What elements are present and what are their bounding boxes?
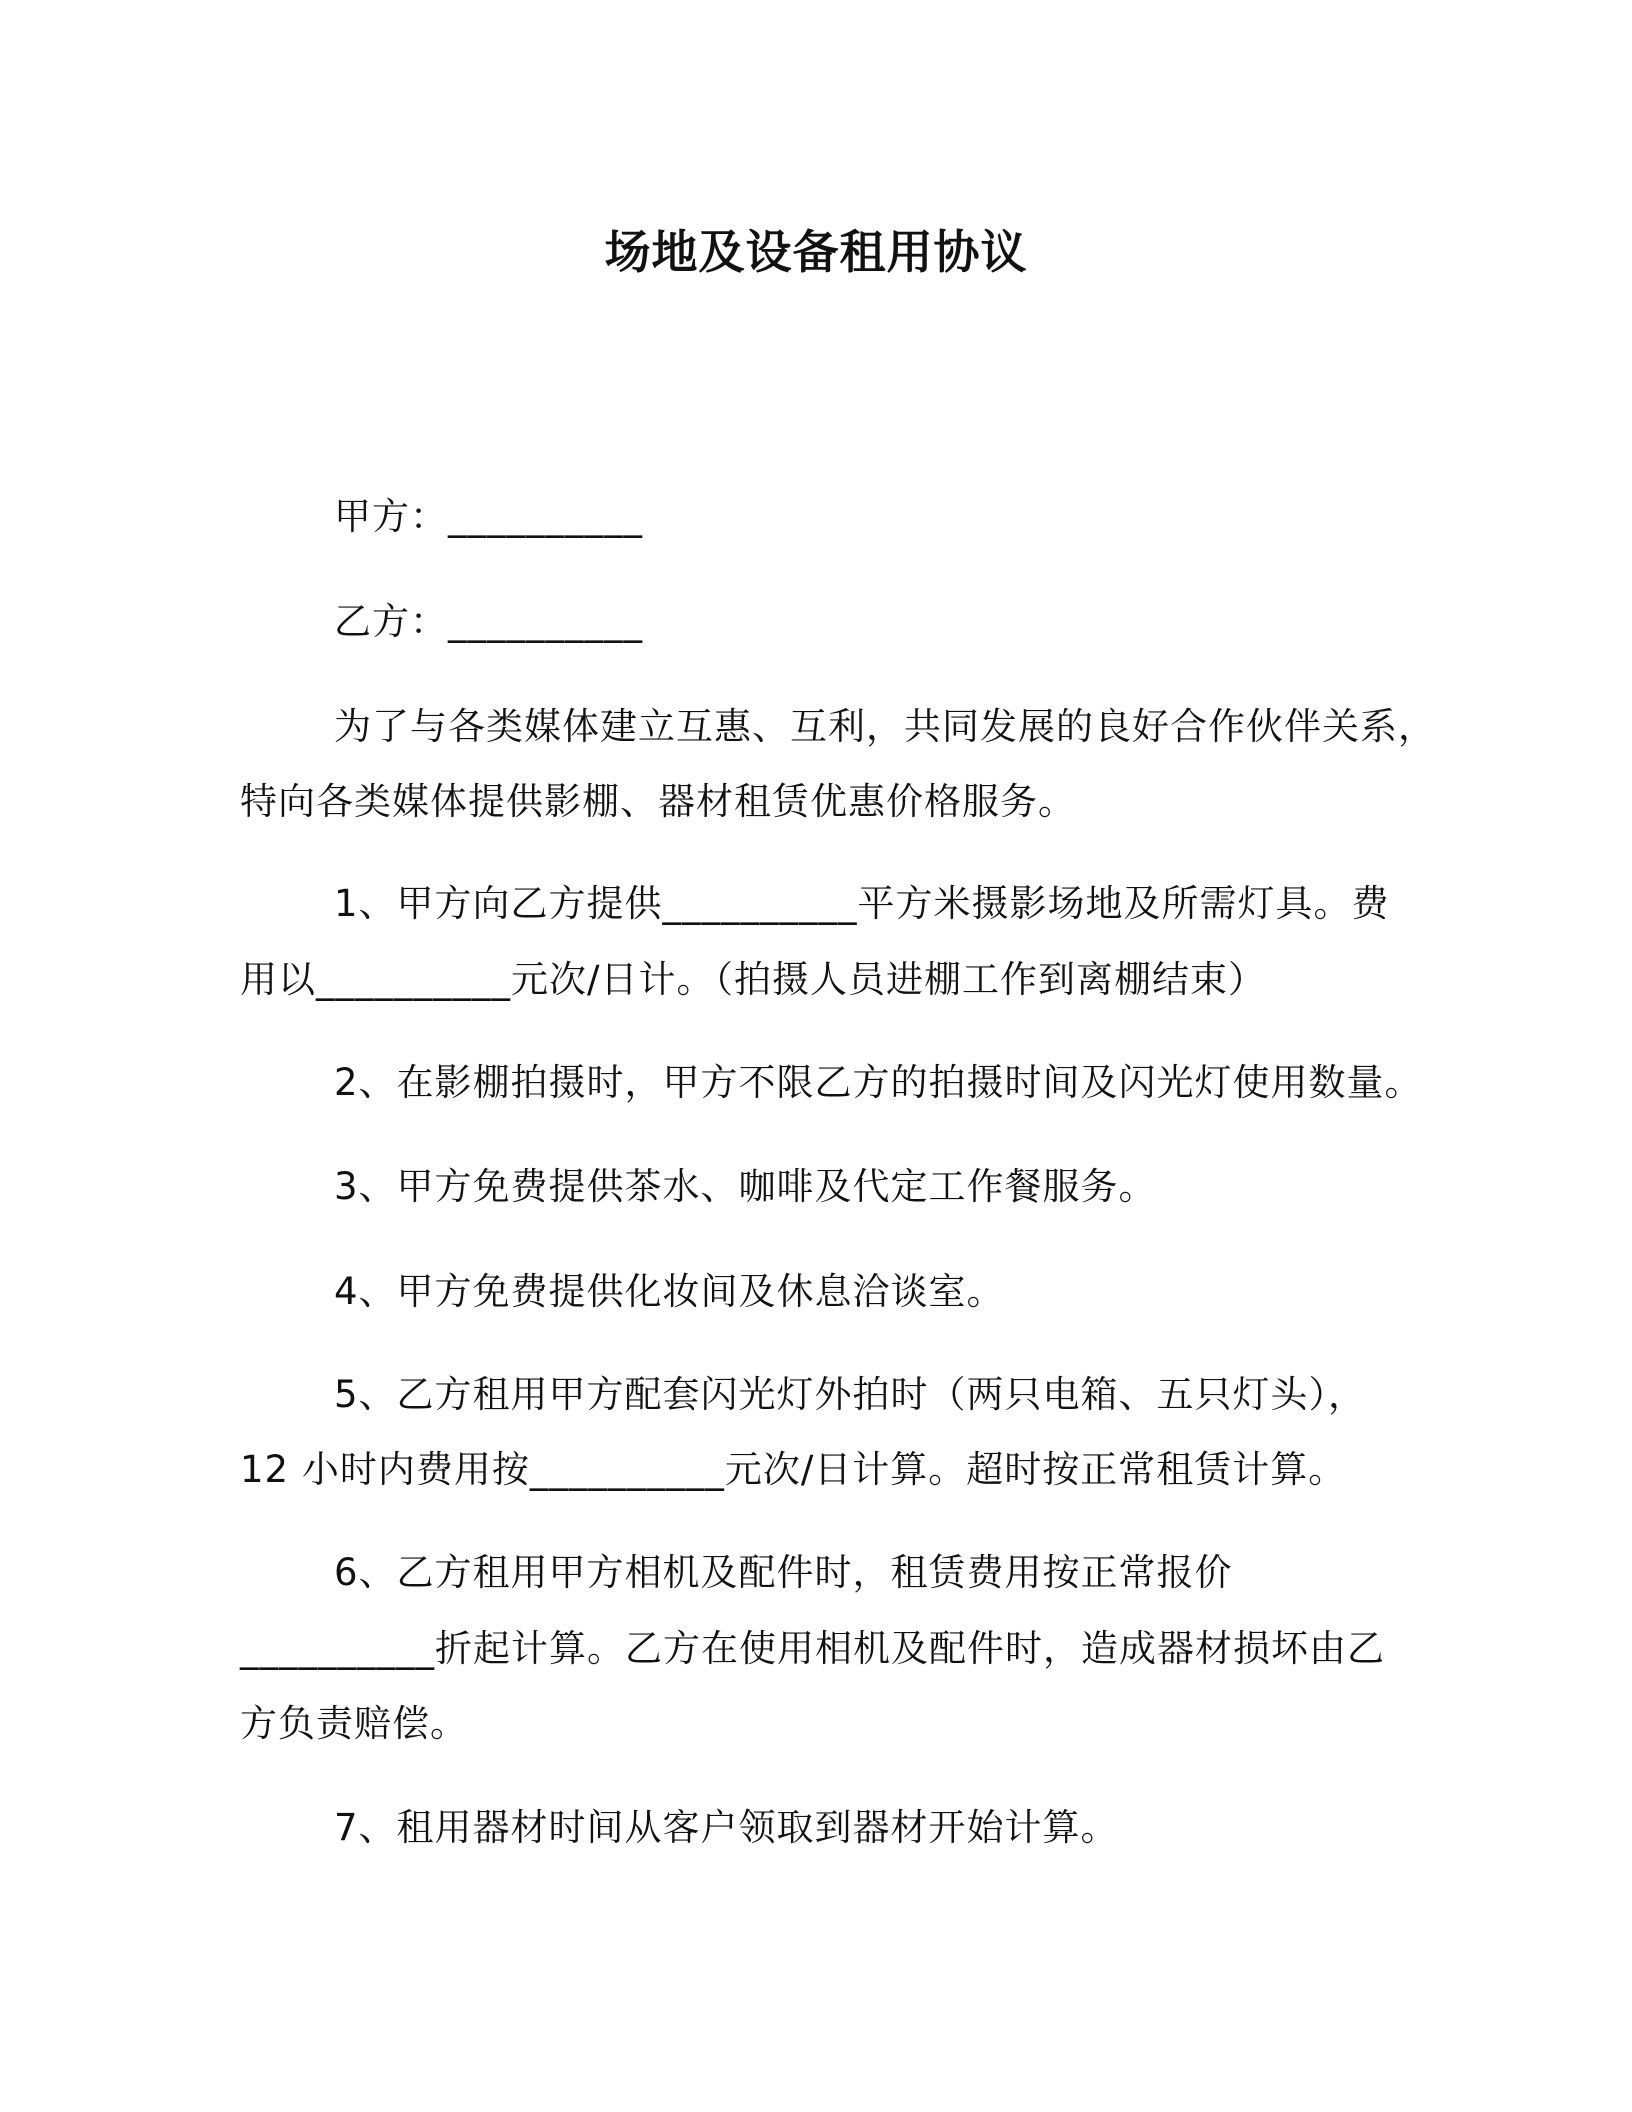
- document-title: 场地及设备租用协议: [604, 225, 1028, 279]
- clause-6-line-2: __________折起计算。乙方在使用相机及配件时，造成器材损坏由乙: [240, 1627, 1385, 1670]
- clause-6-line-1: 6、乙方租用甲方相机及配件时，租赁费用按正常报价: [334, 1551, 1233, 1594]
- clause-1-line-1: 1、甲方向乙方提供__________平方米摄影场地及所需灯具。费: [334, 882, 1390, 925]
- clause-2-line: 2、在影棚拍摄时，甲方不限乙方的拍摄时间及闪光灯使用数量。: [334, 1061, 1423, 1104]
- clause-4-line: 4、甲方免费提供化妆间及休息洽谈室。: [334, 1270, 1005, 1313]
- clause-7-line: 7、租用器材时间从客户领取到器材开始计算。: [334, 1806, 1119, 1849]
- clause-5-line-1: 5、乙方租用甲方配套闪光灯外拍时（两只电箱、五只灯头），: [334, 1373, 1367, 1416]
- party-b-line: 乙方：__________: [334, 600, 643, 643]
- intro-line-2: 特向各类媒体提供影棚、器材租赁优惠价格服务。: [240, 780, 1076, 823]
- clause-6-line-3: 方负责赔偿。: [240, 1702, 468, 1745]
- clause-5-line-2: 12 小时内费用按__________元次/日计算。超时按正常租赁计算。: [240, 1448, 1347, 1491]
- party-a-line: 甲方：__________: [334, 495, 643, 538]
- clause-1-line-2: 用以__________元次/日计。（拍摄人员进棚工作到离棚结束）: [240, 958, 1266, 1001]
- intro-line-1: 为了与各类媒体建立互惠、互利，共同发展的良好合作伙伴关系，: [334, 705, 1436, 748]
- clause-3-line: 3、甲方免费提供茶水、咖啡及代定工作餐服务。: [334, 1165, 1157, 1208]
